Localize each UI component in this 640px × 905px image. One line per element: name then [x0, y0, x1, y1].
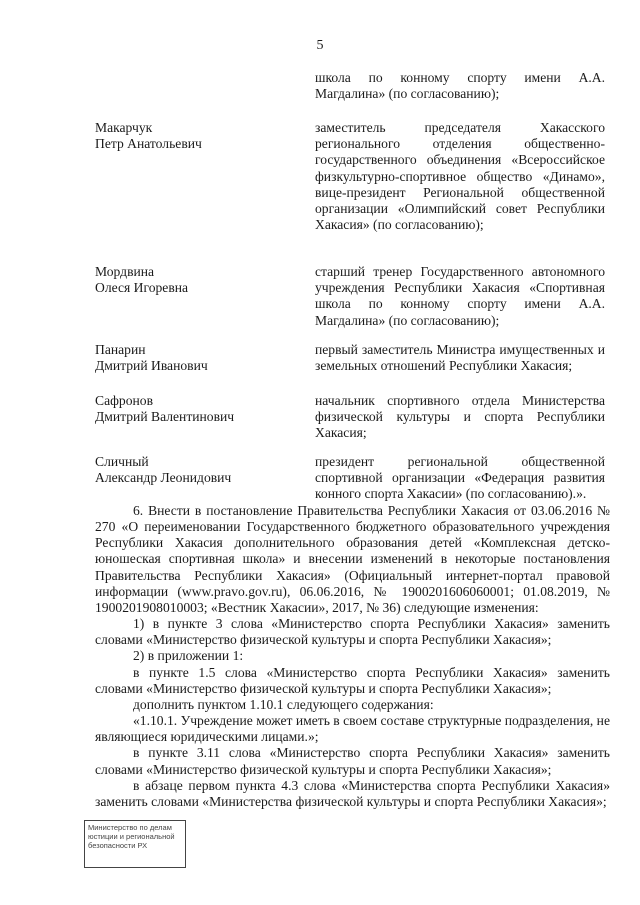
registration-stamp [84, 820, 186, 868]
paragraph: в абзаце первом пункта 4.3 слова «Министерства спорта Республики Хакасия» заменить словами «Министерства физической культуры и спорта Республики Хакасия»; [95, 777, 610, 809]
member-name [95, 454, 295, 486]
member-role: президент региональной общественной спортивной организации «Федерация развития конного спорта Хакасии» (по согласованию).». [315, 454, 605, 502]
stamp-line: Министерство по делам [88, 823, 172, 832]
paragraph: дополнить пунктом 1.10.1 следующего содержания: [133, 696, 434, 712]
paragraph: 6. Внести в постановление Правительства Республики Хакасия от 03.06.2016 № 270 «О переименовании Государственного бюджетного образовательного учреждения Республики Хакасия дополнительного образования детей «Комплексная детско-юношеская спортивная школа» и внесении изменений в некоторые постановления Правительства Республики Хакасия» (Официальный интернет-портал правовой информации (www.pravo.gov.ru), 06.06.2016, № 1900201606060001; 01.08.2019, № 1900201908010003; «Вестник Хакасии», 2017, № 36) следующие изменения: [95, 503, 610, 615]
member-surname: Макарчук [95, 120, 153, 135]
member-name [95, 120, 295, 152]
member-role: старший тренер Государственного автономного учреждения Республики Хакасия «Спортивная школа по конному спорту имени А.А. Магдалина» (по согласованию); [315, 264, 605, 328]
paragraph: 2) в приложении 1: [133, 648, 244, 664]
member-name [95, 264, 295, 296]
stamp-line: безопасности РХ [88, 841, 148, 850]
member-surname: Сличный [95, 454, 149, 469]
member-role: начальник спортивного отдела Министерства физической культуры и спорта Республики Хакасия; [315, 393, 605, 441]
member-name [95, 342, 295, 374]
paragraph: «1.10.1. Учреждение может иметь в своем составе структурные подразделения, не являющиеся юридическими лицами.»; [95, 713, 610, 745]
page-number: 5 [316, 38, 324, 53]
stamp-line: юстиции и региональной [88, 832, 175, 841]
member-surname: Панарин [95, 342, 146, 357]
member-given-names: Александр Леонидович [95, 470, 232, 486]
member-surname: Сафронов [95, 393, 153, 408]
member-name [95, 393, 295, 425]
member-surname: Мордвина [95, 264, 155, 279]
member-role: заместитель председателя Хакасского регионального отделения общественно-государственного объединения «Всероссийское физкультурно-спортивное общество «Динамо», вице-президент Региональной общественной организации «Олимпийский совет Республики Хакасия» (по согласованию); [315, 120, 605, 233]
member-role: первый заместитель Министра имущественных и земельных отношений Республики Хакасия; [315, 342, 605, 374]
member-given-names: Дмитрий Иванович [95, 358, 208, 374]
continued-role-text: школа по конному спорту имени А.А. Магдалина» (по согласованию); [315, 70, 605, 102]
member-given-names: Дмитрий Валентинович [95, 409, 235, 425]
member-given-names: Олеся Игоревна [95, 280, 189, 296]
paragraph: в пункте 3.11 слова «Министерство спорта Республики Хакасия» заменить словами «Министерство физической культуры и спорта Республики Хакасия»; [95, 745, 610, 777]
amendment-text [95, 503, 610, 810]
member-given-names: Петр Анатольевич [95, 136, 202, 152]
paragraph: в пункте 1.5 слова «Министерство спорта Республики Хакасия» заменить словами «Министерство физической культуры и спорта Республики Хакасия»; [95, 664, 610, 696]
paragraph: 1) в пункте 3 слова «Министерство спорта Республики Хакасия» заменить словами «Министерство физической культуры и спорта Республики Хакасия»; [95, 616, 610, 648]
